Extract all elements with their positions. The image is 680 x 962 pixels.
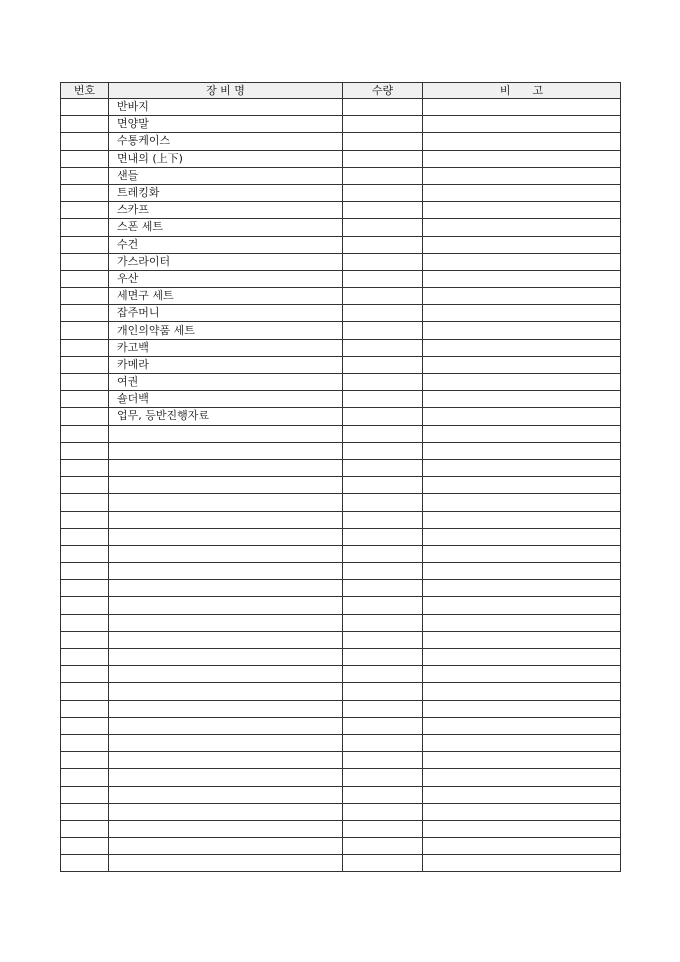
quantity-cell — [343, 649, 423, 666]
equipment-name-cell — [109, 425, 343, 442]
table-row — [61, 580, 621, 597]
quantity-cell — [343, 236, 423, 253]
number-cell — [61, 511, 109, 528]
remarks-cell — [423, 494, 621, 511]
remarks-cell — [423, 752, 621, 769]
quantity-cell — [343, 752, 423, 769]
table-row — [61, 184, 621, 201]
equipment-name-cell: 샌들 — [109, 167, 343, 184]
remarks-cell — [423, 563, 621, 580]
remarks-cell — [423, 769, 621, 786]
equipment-list-sheet — [60, 82, 620, 872]
equipment-name-cell — [109, 838, 343, 855]
quantity-cell — [343, 133, 423, 150]
quantity-cell — [343, 477, 423, 494]
quantity-cell — [343, 322, 423, 339]
quantity-cell — [343, 597, 423, 614]
number-cell — [61, 391, 109, 408]
quantity-cell — [343, 219, 423, 236]
remarks-cell — [423, 614, 621, 631]
table-row — [61, 374, 621, 391]
table-row — [61, 356, 621, 373]
remarks-cell — [423, 545, 621, 562]
remarks-cell — [423, 528, 621, 545]
quantity-cell — [343, 700, 423, 717]
quantity-cell — [343, 855, 423, 872]
equipment-name-cell — [109, 528, 343, 545]
equipment-name-cell — [109, 545, 343, 562]
table-row — [61, 167, 621, 184]
number-cell — [61, 116, 109, 133]
equipment-name-cell: 가스라이터 — [109, 253, 343, 270]
table-row — [61, 270, 621, 287]
remarks-cell — [423, 597, 621, 614]
remarks-cell — [423, 734, 621, 751]
header-row — [61, 83, 621, 99]
number-cell — [61, 459, 109, 476]
number-cell — [61, 666, 109, 683]
quantity-cell — [343, 408, 423, 425]
remarks-cell — [423, 511, 621, 528]
remarks-cell — [423, 580, 621, 597]
remarks-cell — [423, 803, 621, 820]
number-cell — [61, 769, 109, 786]
table-row — [61, 545, 621, 562]
remarks-cell — [423, 116, 621, 133]
table-row — [61, 700, 621, 717]
remarks-cell — [423, 356, 621, 373]
quantity-cell — [343, 99, 423, 116]
equipment-name-cell — [109, 649, 343, 666]
quantity-cell — [343, 786, 423, 803]
table-row — [61, 649, 621, 666]
quantity-cell — [343, 202, 423, 219]
equipment-name-cell: 개인의약품 세트 — [109, 322, 343, 339]
quantity-cell — [343, 253, 423, 270]
quantity-cell — [343, 442, 423, 459]
remarks-cell — [423, 459, 621, 476]
table-row — [61, 803, 621, 820]
quantity-cell — [343, 459, 423, 476]
number-cell — [61, 253, 109, 270]
quantity-cell — [343, 494, 423, 511]
equipment-name-cell: 스폰 세트 — [109, 219, 343, 236]
header-remarks: 비 고 — [423, 83, 621, 99]
table-row — [61, 202, 621, 219]
number-cell — [61, 631, 109, 648]
number-cell — [61, 219, 109, 236]
quantity-cell — [343, 150, 423, 167]
table-row — [61, 786, 621, 803]
remarks-cell — [423, 253, 621, 270]
equipment-name-cell: 숄더백 — [109, 391, 343, 408]
equipment-name-cell: 면내의 (上下) — [109, 150, 343, 167]
number-cell — [61, 734, 109, 751]
table-row — [61, 838, 621, 855]
number-cell — [61, 752, 109, 769]
number-cell — [61, 356, 109, 373]
remarks-cell — [423, 99, 621, 116]
number-cell — [61, 442, 109, 459]
quantity-cell — [343, 528, 423, 545]
number-cell — [61, 408, 109, 425]
table-row — [61, 253, 621, 270]
table-row — [61, 477, 621, 494]
equipment-name-cell — [109, 700, 343, 717]
equipment-name-cell: 면양말 — [109, 116, 343, 133]
remarks-cell — [423, 339, 621, 356]
table-row — [61, 339, 621, 356]
table-row — [61, 683, 621, 700]
quantity-cell — [343, 305, 423, 322]
remarks-cell — [423, 683, 621, 700]
equipment-name-cell: 업무, 등반진행자료 — [109, 408, 343, 425]
number-cell — [61, 597, 109, 614]
remarks-cell — [423, 150, 621, 167]
quantity-cell — [343, 614, 423, 631]
table-row — [61, 133, 621, 150]
number-cell — [61, 270, 109, 287]
quantity-cell — [343, 820, 423, 837]
equipment-name-cell — [109, 563, 343, 580]
table-row — [61, 717, 621, 734]
equipment-name-cell — [109, 717, 343, 734]
quantity-cell — [343, 270, 423, 287]
number-cell — [61, 649, 109, 666]
equipment-name-cell — [109, 769, 343, 786]
table-row — [61, 597, 621, 614]
equipment-name-cell: 스카프 — [109, 202, 343, 219]
quantity-cell — [343, 734, 423, 751]
remarks-cell — [423, 666, 621, 683]
table-row — [61, 769, 621, 786]
table-row — [61, 494, 621, 511]
equipment-name-cell — [109, 820, 343, 837]
remarks-cell — [423, 270, 621, 287]
quantity-cell — [343, 425, 423, 442]
header-equipment-name: 장 비 명 — [109, 83, 343, 99]
table-row — [61, 631, 621, 648]
remarks-cell — [423, 133, 621, 150]
number-cell — [61, 820, 109, 837]
quantity-cell — [343, 803, 423, 820]
quantity-cell — [343, 511, 423, 528]
table-row — [61, 459, 621, 476]
number-cell — [61, 133, 109, 150]
equipment-name-cell — [109, 459, 343, 476]
number-cell — [61, 494, 109, 511]
equipment-name-cell — [109, 855, 343, 872]
quantity-cell — [343, 391, 423, 408]
remarks-cell — [423, 236, 621, 253]
equipment-name-cell — [109, 803, 343, 820]
remarks-cell — [423, 786, 621, 803]
table-row — [61, 322, 621, 339]
equipment-name-cell — [109, 752, 343, 769]
remarks-cell — [423, 477, 621, 494]
quantity-cell — [343, 683, 423, 700]
number-cell — [61, 528, 109, 545]
table-header — [61, 83, 621, 99]
equipment-name-cell — [109, 734, 343, 751]
remarks-cell — [423, 820, 621, 837]
number-cell — [61, 717, 109, 734]
number-cell — [61, 580, 109, 597]
equipment-name-cell: 수건 — [109, 236, 343, 253]
number-cell — [61, 202, 109, 219]
equipment-name-cell — [109, 786, 343, 803]
quantity-cell — [343, 356, 423, 373]
quantity-cell — [343, 838, 423, 855]
equipment-name-cell: 세면구 세트 — [109, 288, 343, 305]
table-row — [61, 528, 621, 545]
equipment-name-cell — [109, 494, 343, 511]
quantity-cell — [343, 545, 423, 562]
number-cell — [61, 339, 109, 356]
equipment-name-cell — [109, 477, 343, 494]
remarks-cell — [423, 374, 621, 391]
equipment-name-cell — [109, 597, 343, 614]
header-quantity: 수량 — [343, 83, 423, 99]
quantity-cell — [343, 563, 423, 580]
table-row — [61, 666, 621, 683]
number-cell — [61, 150, 109, 167]
quantity-cell — [343, 580, 423, 597]
equipment-name-cell: 반바지 — [109, 99, 343, 116]
number-cell — [61, 803, 109, 820]
number-cell — [61, 545, 109, 562]
remarks-cell — [423, 700, 621, 717]
quantity-cell — [343, 116, 423, 133]
equipment-table — [60, 82, 621, 872]
remarks-cell — [423, 717, 621, 734]
equipment-name-cell — [109, 683, 343, 700]
remarks-cell — [423, 322, 621, 339]
quantity-cell — [343, 339, 423, 356]
equipment-name-cell — [109, 580, 343, 597]
table-row — [61, 150, 621, 167]
equipment-name-cell: 수통케이스 — [109, 133, 343, 150]
number-cell — [61, 322, 109, 339]
table-row — [61, 425, 621, 442]
number-cell — [61, 305, 109, 322]
table-row — [61, 614, 621, 631]
remarks-cell — [423, 288, 621, 305]
table-row — [61, 734, 621, 751]
table-row — [61, 391, 621, 408]
table-row — [61, 820, 621, 837]
table-row — [61, 442, 621, 459]
equipment-name-cell — [109, 666, 343, 683]
number-cell — [61, 700, 109, 717]
remarks-cell — [423, 425, 621, 442]
header-number: 번호 — [61, 83, 109, 99]
number-cell — [61, 374, 109, 391]
equipment-name-cell: 여권 — [109, 374, 343, 391]
table-row — [61, 305, 621, 322]
quantity-cell — [343, 717, 423, 734]
number-cell — [61, 683, 109, 700]
quantity-cell — [343, 184, 423, 201]
table-row — [61, 219, 621, 236]
table-row — [61, 855, 621, 872]
quantity-cell — [343, 288, 423, 305]
number-cell — [61, 236, 109, 253]
quantity-cell — [343, 769, 423, 786]
remarks-cell — [423, 855, 621, 872]
number-cell — [61, 855, 109, 872]
table-row — [61, 99, 621, 116]
remarks-cell — [423, 408, 621, 425]
remarks-cell — [423, 167, 621, 184]
number-cell — [61, 425, 109, 442]
equipment-name-cell: 잡주머니 — [109, 305, 343, 322]
equipment-name-cell — [109, 631, 343, 648]
table-row — [61, 116, 621, 133]
table-row — [61, 563, 621, 580]
remarks-cell — [423, 649, 621, 666]
number-cell — [61, 563, 109, 580]
number-cell — [61, 184, 109, 201]
quantity-cell — [343, 167, 423, 184]
equipment-name-cell: 우산 — [109, 270, 343, 287]
number-cell — [61, 614, 109, 631]
equipment-name-cell — [109, 614, 343, 631]
table-row — [61, 752, 621, 769]
number-cell — [61, 99, 109, 116]
equipment-name-cell: 카메라 — [109, 356, 343, 373]
remarks-cell — [423, 184, 621, 201]
remarks-cell — [423, 442, 621, 459]
remarks-cell — [423, 305, 621, 322]
number-cell — [61, 838, 109, 855]
number-cell — [61, 477, 109, 494]
equipment-name-cell — [109, 442, 343, 459]
equipment-name-cell: 트레킹화 — [109, 184, 343, 201]
equipment-name-cell: 카고백 — [109, 339, 343, 356]
number-cell — [61, 167, 109, 184]
number-cell — [61, 786, 109, 803]
table-row — [61, 408, 621, 425]
quantity-cell — [343, 631, 423, 648]
remarks-cell — [423, 631, 621, 648]
remarks-cell — [423, 391, 621, 408]
remarks-cell — [423, 838, 621, 855]
equipment-name-cell — [109, 511, 343, 528]
table-body — [61, 99, 621, 872]
quantity-cell — [343, 374, 423, 391]
quantity-cell — [343, 666, 423, 683]
remarks-cell — [423, 219, 621, 236]
remarks-cell — [423, 202, 621, 219]
number-cell — [61, 288, 109, 305]
table-row — [61, 511, 621, 528]
table-row — [61, 236, 621, 253]
table-row — [61, 288, 621, 305]
